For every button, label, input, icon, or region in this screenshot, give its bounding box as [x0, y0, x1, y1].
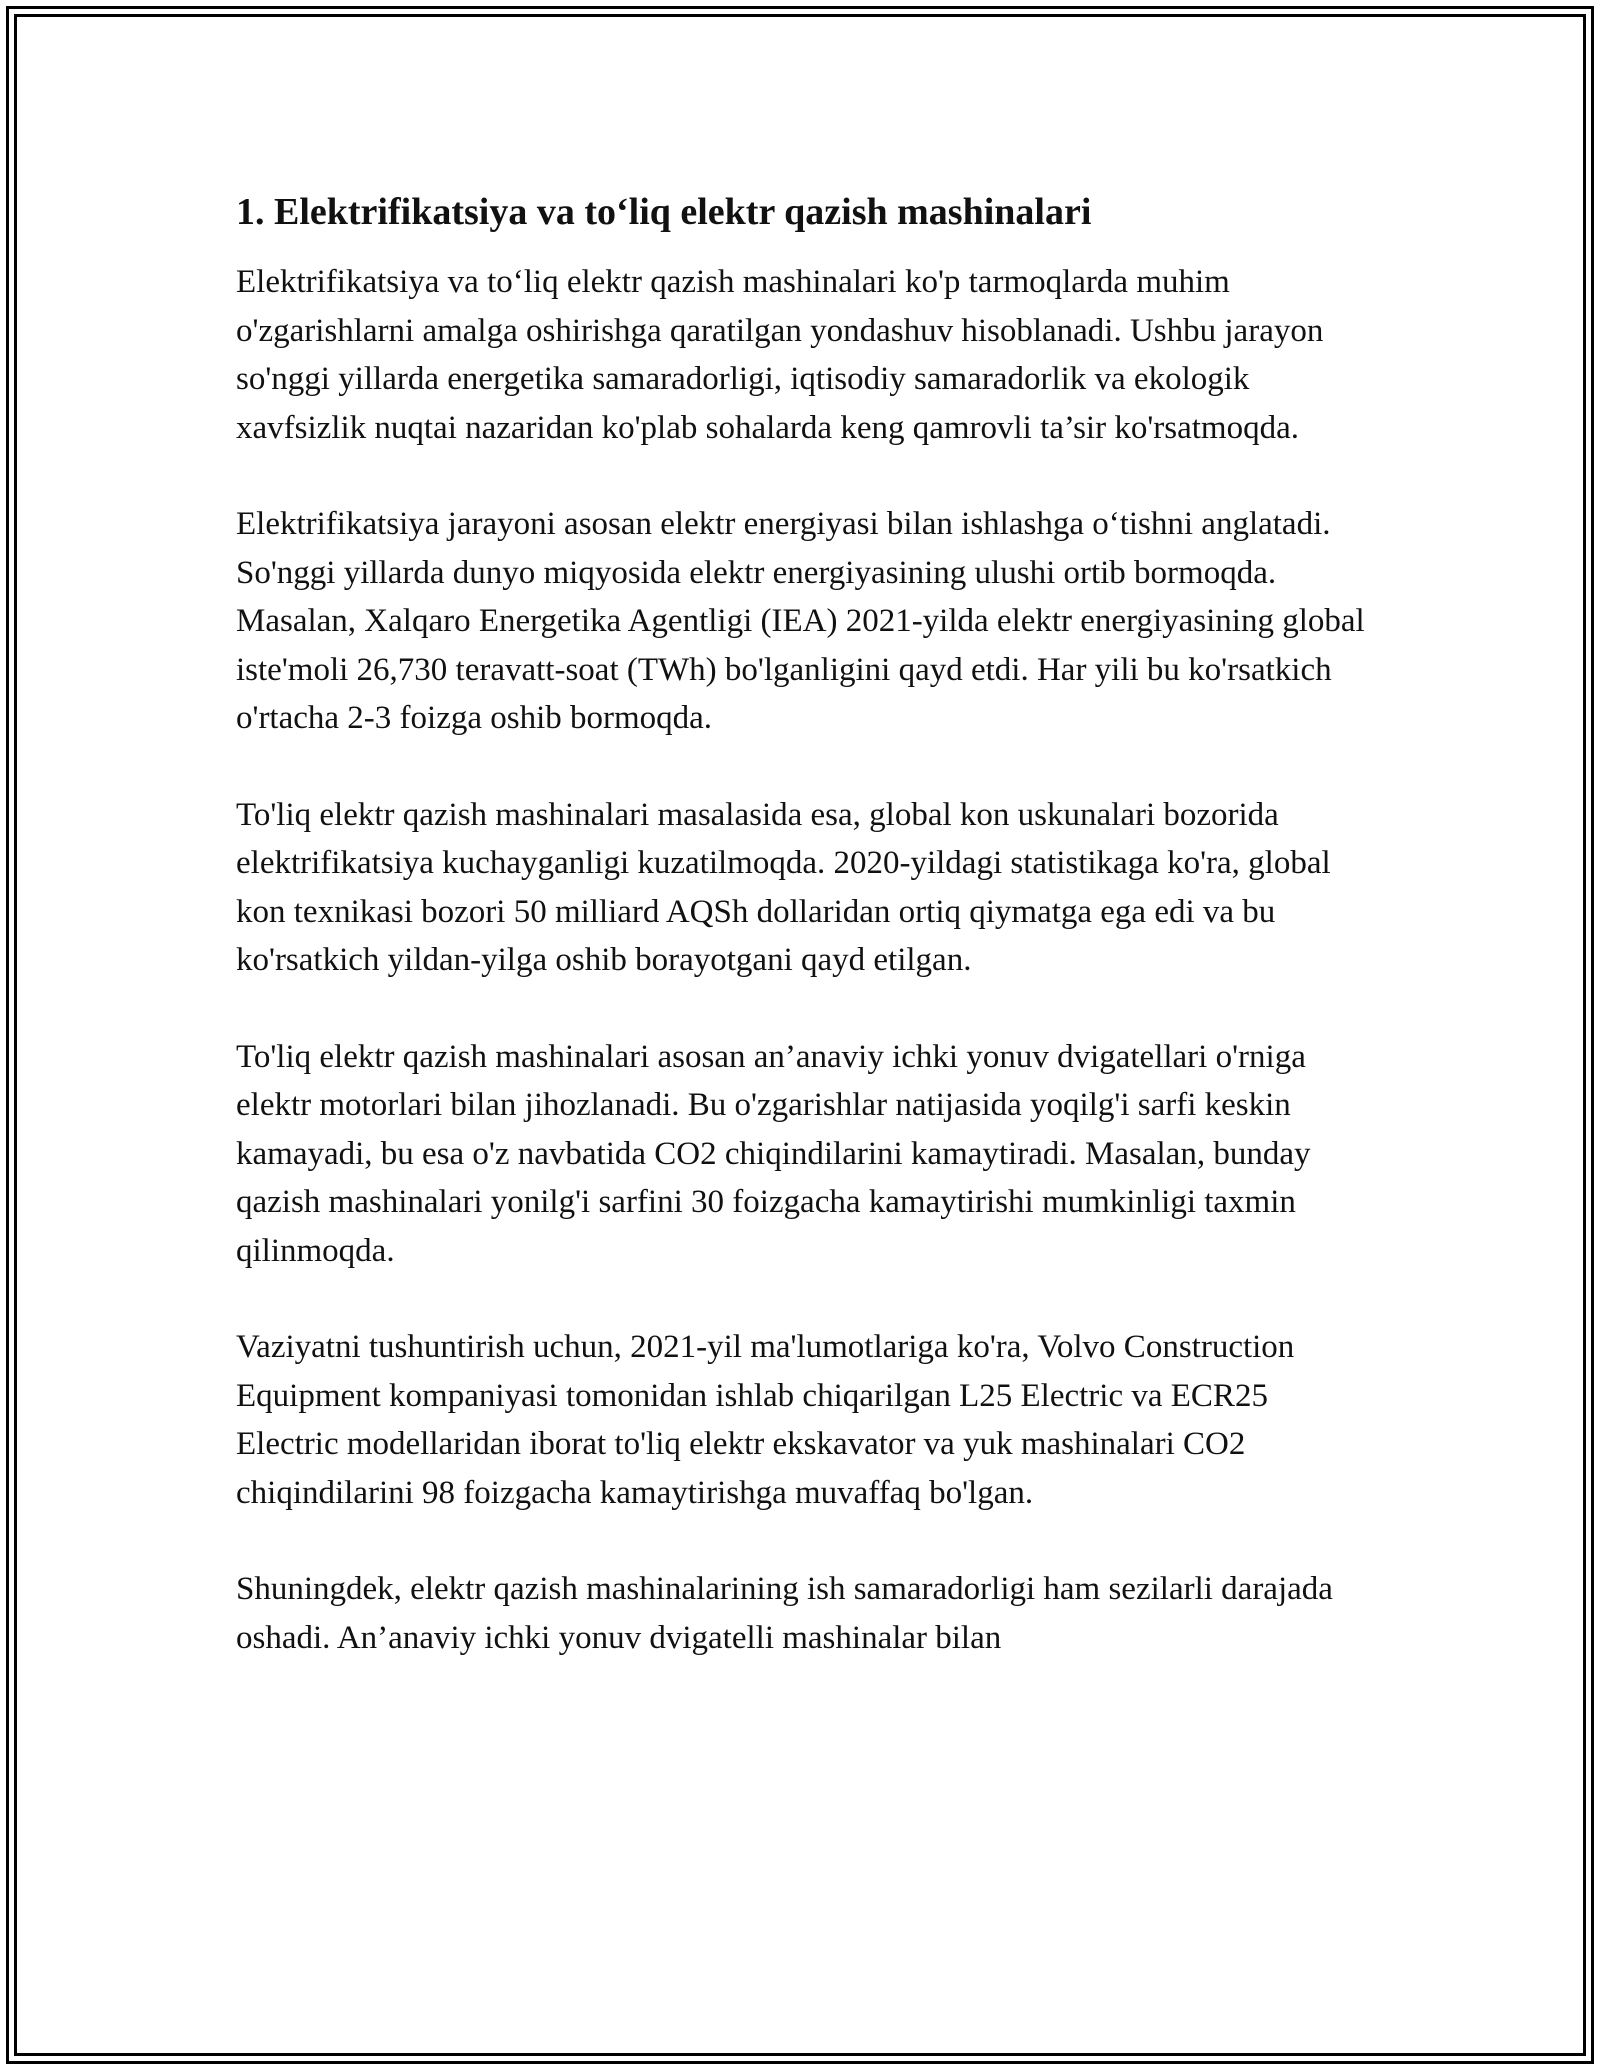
section-heading: 1. Elektrifikatsiya va to‘liq elektr qazish mashinalari — [236, 191, 1092, 233]
paragraph-electrification-process: Elektrifikatsiya jarayoni asosan elektr energiyasi bilan ishlashga o‘tishni anglatadi. So'nggi yillarda dunyo miqyosida elektr energiyasining ulushi ortib bormoqda. Masalan, Xalqaro Energetika Agentligi (IEA) 2021-yilda elektr energiyasining global iste'moli 26,730 teravatt-soat (TWh) bo'lganligini qayd etdi. Har yili bu ko'rsatkich o'rtacha 2-3 foizga oshib bormoqda. — [236, 506, 1365, 736]
paragraph-electric-motors: To'liq elektr qazish mashinalari asosan an’anaviy ichki yonuv dvigatellari o'rniga elektr motorlari bilan jihozlanadi. Bu o'zgarishlar natijasida yoqilg'i sarfi keskin kamayadi, bu esa o'z navbatida CO2 chiqindilarini kamaytiradi. Masalan, bunday qazish mashinalari yonilg'i sarfini 30 foizgacha kamaytirishi mumkinligi taxmin qilinmoqda. — [236, 1038, 1311, 1269]
document-body — [236, 186, 1366, 1710]
paragraph-efficiency: Shuningdek, elektr qazish mashinalarining ish samaradorligi ham sezilarli darajada oshadi. An’anaviy ichki yonuv dvigatelli mashinalar bilan — [236, 1571, 1333, 1656]
paragraph-volvo-example: Vaziyatni tushuntirish uchun, 2021-yil ma'lumotlariga ko'ra, Volvo Construction Equipment kompaniyasi tomonidan ishlab chiqarilgan L25 Electric va ECR25 Electric modellaridan iborat to'liq elektr ekskavator va yuk mashinalari CO2 chiqindilarini 98 foizgacha kamaytirishga muvaffaq bo'lgan. — [236, 1329, 1295, 1511]
paragraph-mining-market: To'liq elektr qazish mashinalari masalasida esa, global kon uskunalari bozorida elektrifikatsiya kuchayganligi kuzatilmoqda. 2020-yildagi statistikaga ko'ra, global kon texnikasi bozori 50 milliard AQSh dollaridan ortiq qiymatga ega edi va bu ko'rsatkich yildan-yilga oshib borayotgani qayd etilgan. — [236, 796, 1331, 978]
paragraph-intro: Elektrifikatsiya va to‘liq elektr qazish mashinalari ko'p tarmoqlarda muhim o'zgarishlarni amalga oshirishga qaratilgan yondashuv hisoblanadi. Ushbu jarayon so'nggi yillarda energetika samaradorligi, iqtisodiy samaradorlik va ekologik xavfsizlik nuqtai nazaridan ko'plab sohalarda keng qamrovli ta’sir ko'rsatmoqda. — [236, 264, 1324, 446]
